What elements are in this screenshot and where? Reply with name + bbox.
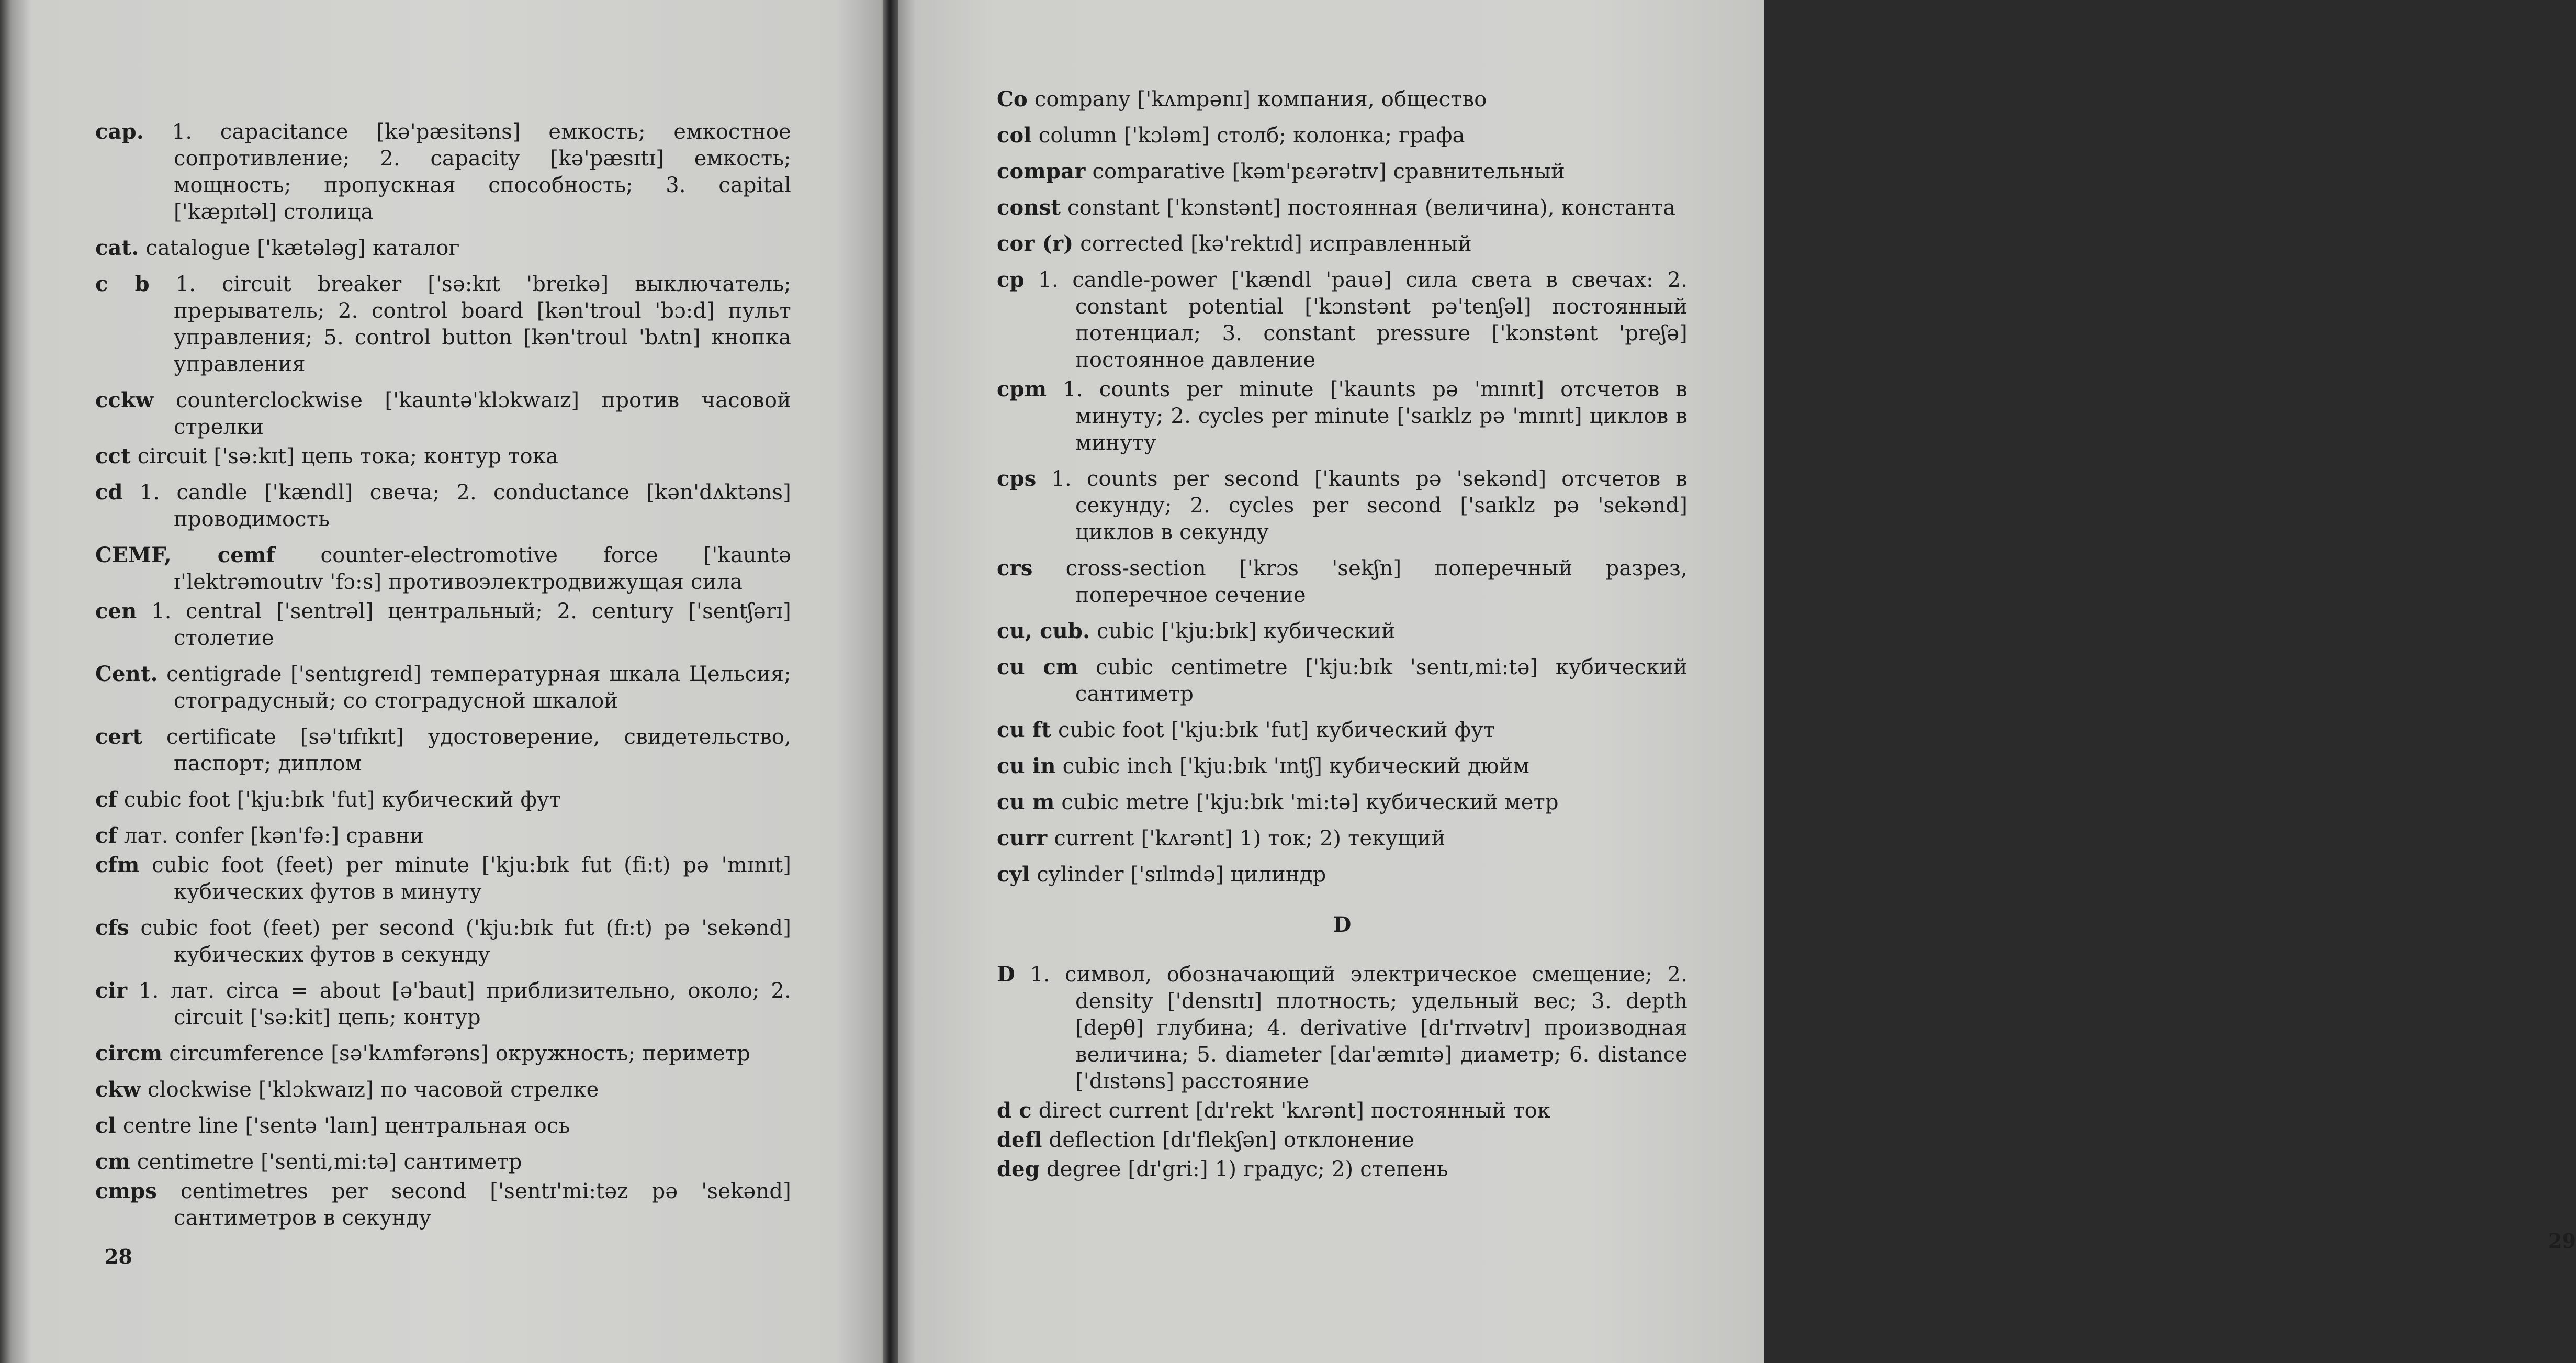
dictionary-entry: [95, 914, 791, 968]
page-number: 29: [2548, 1229, 2576, 1253]
entry-abbreviation: cu, cub.: [997, 619, 1090, 643]
dictionary-entry: [997, 1126, 1688, 1154]
entry-abbreviation: cfm: [95, 853, 140, 877]
entry-abbreviation: cap.: [95, 119, 144, 144]
entry-definition: 1. символ, обозначающий электрическое смещение; 2. density ['densɪtɪ] плотность; удельный вес; 3. depth [depθ] глубина; 4. derivative [dɪ'rɪvətɪv] производная величина; 5. diameter [daɪ'æmɪtə] диаметр; 6. distance ['dɪstəns] расстояние: [1030, 963, 1688, 1093]
left-page: [0, 0, 890, 1363]
dictionary-entry: [95, 661, 791, 714]
dictionary-entry: [95, 723, 791, 777]
dictionary-entry: [997, 861, 1688, 888]
entry-definition: comparative [kəm'pɛərətɪv] сравнительный: [1092, 160, 1565, 184]
entry-abbreviation: cfs: [95, 915, 129, 940]
entry-definition: cubic foot (feet) per minute ['kju:bɪk fut (fi:t) pə 'mɪnɪt] кубических футов в минуту: [152, 853, 791, 904]
section-letter: D: [1333, 912, 1352, 937]
entry-abbreviation: circm: [95, 1041, 163, 1066]
dictionary-entry: [997, 825, 1688, 852]
entry-definition: direct current [dɪ'rekt 'kʌrənt] постоянный ток: [1038, 1099, 1551, 1123]
entry-definition: certificate [sə'tɪfɪkɪt] удостоверение, свидетельство, паспорт; диплом: [166, 725, 791, 776]
entry-abbreviation: cat.: [95, 236, 139, 260]
entry-definition: constant ['kɔnstənt] постоянная (величина), константа: [1067, 196, 1676, 220]
dictionary-entry: [997, 266, 1688, 374]
dictionary-entry: [95, 977, 791, 1031]
dictionary-entry: [95, 118, 791, 226]
dictionary-entry: [997, 618, 1688, 645]
entry-abbreviation: cmps: [95, 1179, 157, 1203]
entry-definition: 1. circuit breaker ['sə:kɪt 'breɪkə] выключатель; прерыватель; 2. control board [kən'troul 'bɔ:d] пульт управления; 5. control button [kən'troul 'bʌtn] кнопка управления: [174, 272, 791, 376]
entry-definition: cubic metre ['kju:bɪk 'mi:tə] кубический метр: [1061, 790, 1559, 814]
entry-abbreviation: defl: [997, 1127, 1042, 1152]
dictionary-entry: [997, 158, 1688, 185]
entry-definition: 1. capacitance [kə'pæsitəns] емкость; емкостное сопротивление; 2. capacity [kə'pæsɪtɪ] емкость; мощность; пропускная способность; 3. capital ['kæpɪtəl] столица: [172, 120, 791, 224]
entry-definition: 1. candle-power ['kændl 'pauə] сила света в свечах: 2. constant potential ['kɔnstənt pə'tenʃəl] постоянный потенциал; 3. constant pressure ['kɔnstənt 'preʃə] постоянное давление: [1038, 268, 1688, 372]
entry-abbreviation: cor (r): [997, 231, 1074, 256]
dictionary-entry: [95, 443, 791, 470]
entry-definition: catalogue ['kætələg] каталог: [145, 236, 460, 260]
dictionary-entry: [95, 598, 791, 652]
right-page: [890, 0, 2576, 1363]
entry-abbreviation: deg: [997, 1157, 1040, 1181]
dictionary-entry: [95, 234, 791, 262]
entry-abbreviation: Co: [997, 87, 1028, 111]
left-column: [95, 118, 791, 1241]
dictionary-entry: [997, 230, 1688, 258]
entry-abbreviation: cp: [997, 267, 1025, 292]
dictionary-entry: [997, 376, 1688, 456]
entry-definition: centre line ['sentə 'laɪn] центральная ось: [122, 1114, 570, 1138]
entry-definition: 1. central ['sentrəl] центральный; 2. century ['sentʃərɪ] столетие: [151, 599, 791, 650]
entry-definition: cylinder ['sɪlɪndə] цилиндр: [1037, 863, 1326, 887]
entry-definition: company ['kʌmpənɪ] компания, общество: [1034, 87, 1487, 111]
entry-definition: 1. candle ['kændl] свеча; 2. conductance [kən'dʌktəns] проводимость: [139, 481, 791, 531]
dictionary-entry: [997, 961, 1688, 1095]
entry-abbreviation: cu cm: [997, 655, 1078, 679]
entry-abbreviation: cd: [95, 480, 123, 505]
entry-definition: deflection [dɪ'flekʃən] отклонение: [1049, 1128, 1414, 1152]
entry-abbreviation: Cent.: [95, 662, 158, 686]
entry-definition: current ['kʌrənt] 1) ток; 2) текущий: [1054, 826, 1446, 851]
entry-definition: counter-electromotive force ['kauntə ɪ'lektrəmoutɪv 'fɔ:s] противоэлектродвижущая сила: [174, 543, 791, 594]
dictionary-entry: [95, 271, 791, 378]
dictionary-entry: [95, 1040, 791, 1067]
entry-definition: лат. confer [kən'fə:] сравни: [123, 824, 424, 848]
dictionary-entry: [997, 654, 1688, 708]
entry-abbreviation: cu in: [997, 754, 1056, 778]
entry-definition: 1. counts per minute ['kaunts pə 'mɪnɪt] отсчетов в минуту; 2. cycles per minute ['saɪklz pə 'mɪnɪt] циклов в минуту: [1063, 377, 1688, 455]
entry-definition: clockwise ['klɔkwaɪz] по часовой стрелке: [148, 1078, 599, 1102]
entry-abbreviation: crs: [997, 556, 1033, 580]
entry-abbreviation: curr: [997, 826, 1048, 851]
entry-abbreviation: cpm: [997, 377, 1047, 401]
entry-abbreviation: cps: [997, 466, 1037, 491]
entry-abbreviation: cu m: [997, 790, 1055, 814]
entry-abbreviation: d c: [997, 1098, 1032, 1123]
page-number: 28: [105, 1245, 132, 1268]
entry-abbreviation: cckw: [95, 388, 154, 412]
entry-definition: cubic centimetre ['kju:bɪk 'sentɪ,mi:tə] кубический сантиметр: [1075, 655, 1688, 706]
entry-definition: 1. counts per second ['kaunts pə 'sekənd] отсчетов в секунду; 2. cycles per second ['saɪklz pə 'sekənd] циклов в секунду: [1051, 467, 1688, 544]
dictionary-entry: [95, 542, 791, 596]
dictionary-entry: [95, 786, 791, 813]
entry-definition: cubic foot ['kju:bɪk 'fut] кубический фут: [123, 788, 561, 812]
entry-definition: centimetres per second ['sentɪ'mi:təz pə 'sekənd] сантиметров в секунду: [174, 1179, 791, 1230]
dictionary-entry: [997, 122, 1688, 149]
dictionary-entry: [997, 465, 1688, 546]
dictionary-entry: [95, 1148, 791, 1176]
entry-abbreviation: cyl: [997, 862, 1030, 887]
right-column: [997, 86, 1688, 1185]
dictionary-entry: [997, 1097, 1688, 1124]
entry-abbreviation: col: [997, 123, 1032, 148]
dictionary-entry: [997, 789, 1688, 816]
entry-definition: circumference [sə'kʌmfərəns] окружность; периметр: [169, 1042, 751, 1066]
entry-definition: column ['kɔləm] столб; колонка; графа: [1038, 124, 1465, 148]
entry-abbreviation: cf: [95, 787, 117, 812]
entry-abbreviation: cm: [95, 1149, 131, 1174]
entry-abbreviation: cl: [95, 1113, 116, 1138]
entry-abbreviation: const: [997, 195, 1061, 220]
entry-definition: cubic foot ['kju:bɪk 'fut] кубический фут: [1058, 718, 1495, 742]
entry-definition: corrected [kə'rektɪd] исправленный: [1080, 232, 1472, 256]
dictionary-entry: [997, 717, 1688, 744]
dictionary-entry: [95, 1178, 791, 1232]
entry-abbreviation: ckw: [95, 1077, 141, 1102]
dictionary-entry: [95, 822, 791, 850]
dictionary-entry: [997, 194, 1688, 221]
dictionary-entry: [95, 1112, 791, 1139]
entry-abbreviation: c b: [95, 272, 150, 296]
dictionary-entry: [95, 387, 791, 441]
entry-definition: 1. лат. circa = about [ə'baut] приблизительно, около; 2. circuit ['sə:kit] цепь; контур: [139, 979, 791, 1030]
dictionary-entry: [95, 852, 791, 906]
dictionary-entry: [95, 479, 791, 533]
entry-abbreviation: D: [997, 962, 1015, 987]
entry-abbreviation: cir: [95, 978, 128, 1003]
dictionary-entry: [997, 86, 1688, 113]
entry-abbreviation: cert: [95, 724, 143, 749]
entry-definition: centigrade ['sentɪgreɪd] температурная шкала Цельсия; стоградусный; со стоградусной шкалой: [166, 662, 791, 713]
entry-abbreviation: CEMF, cemf: [95, 543, 275, 567]
entry-definition: cubic inch ['kju:bɪk 'ɪntʃ] кубический дюйм: [1062, 754, 1529, 778]
entry-abbreviation: compar: [997, 159, 1086, 184]
entry-definition: cross-section ['krɔs 'sekʃn] поперечный разрез, поперечное сечение: [1065, 556, 1688, 607]
dictionary-entry: [997, 1156, 1688, 1183]
book-spine-gutter: [883, 0, 898, 1363]
dictionary-entry: [997, 555, 1688, 609]
entry-definition: degree [dɪ'gri:] 1) градус; 2) степень: [1046, 1157, 1448, 1181]
entry-definition: circuit ['sə:kɪt] цепь тока; контур тока: [137, 444, 559, 468]
entry-definition: cubic foot (feet) per second ('kju:bɪk fut (fɪ:t) pə 'sekənd] кубических футов в секунду: [140, 916, 792, 967]
entry-definition: centimetre ['senti,mi:tə] сантиметр: [137, 1150, 522, 1174]
entry-abbreviation: cu ft: [997, 718, 1052, 742]
entry-definition: cubic ['kju:bɪk] кубический: [1097, 619, 1396, 643]
dictionary-entry: [95, 1076, 791, 1103]
dictionary-entry: [997, 753, 1688, 780]
entry-abbreviation: cf: [95, 823, 117, 848]
entry-definition: counterclockwise ['kauntə'klɔkwaɪz] против часовой стрелки: [174, 388, 792, 439]
entry-abbreviation: cct: [95, 444, 131, 468]
entry-abbreviation: cen: [95, 599, 137, 623]
